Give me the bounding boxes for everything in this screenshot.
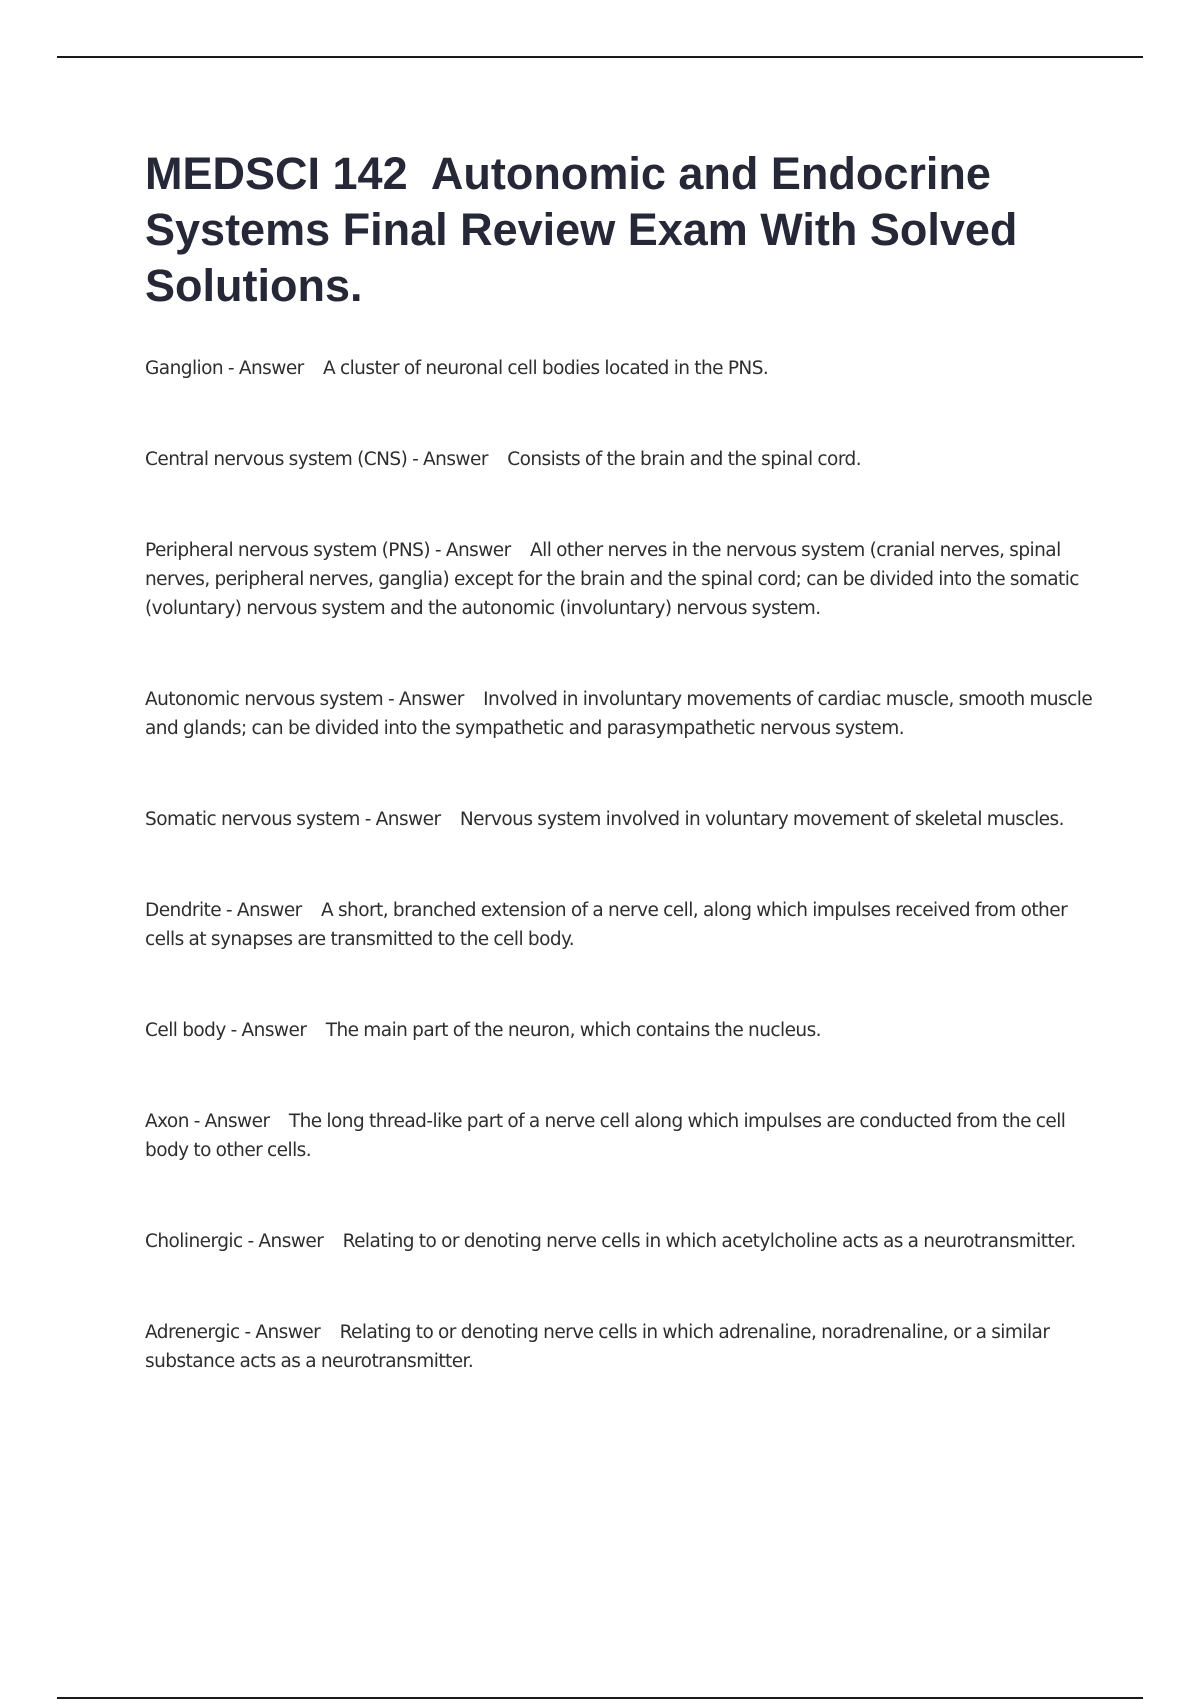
qa-separator: - Answer: [221, 900, 322, 921]
qa-term: Ganglion: [145, 358, 224, 379]
qa-answer: A short, branched extension of a nerve cell, along which impulses received from other cells at synapses are transmitted to the cell body.: [145, 900, 1068, 950]
qa-answer: Relating to or denoting nerve cells in which acetylcholine acts as a neurotransmitter.: [342, 1231, 1076, 1252]
document-body: [145, 146, 1095, 1376]
qa-answer: Nervous system involved in voluntary movement of skeletal muscles.: [459, 809, 1064, 830]
qa-item: [145, 1016, 1095, 1045]
qa-item: [145, 1107, 1095, 1165]
qa-item: [145, 896, 1095, 954]
qa-term: Autonomic nervous system: [145, 689, 384, 710]
qa-item: [145, 1227, 1095, 1256]
qa-term: Cell body: [145, 1020, 226, 1041]
qa-separator: - Answer: [242, 1231, 343, 1252]
qa-item: [145, 1318, 1095, 1376]
qa-term: Central nervous system (CNS): [145, 449, 408, 470]
qa-separator: - Answer: [225, 1020, 326, 1041]
bottom-divider: [57, 1697, 1143, 1699]
qa-answer: The long thread-like part of a nerve cell along which impulses are conducted from the cell body to other cells.: [145, 1111, 1066, 1161]
qa-answer: Consists of the brain and the spinal cord.: [507, 449, 862, 470]
qa-item: [145, 445, 1095, 474]
qa-list: [145, 354, 1095, 1376]
qa-answer: Relating to or denoting nerve cells in which adrenaline, noradrenaline, or a similar substance acts as a neurotransmitter.: [145, 1322, 1050, 1372]
qa-answer: Involved in involuntary movements of cardiac muscle, smooth muscle and glands; can be divided into the sympathetic and parasympathetic nervous system.: [145, 689, 1093, 739]
qa-separator: - Answer: [359, 809, 460, 830]
qa-term: Somatic nervous system: [145, 809, 360, 830]
qa-separator: - Answer: [383, 689, 484, 710]
qa-answer: The main part of the neuron, which contains the nucleus.: [325, 1020, 822, 1041]
qa-item: [145, 354, 1095, 383]
qa-term: Peripheral nervous system (PNS): [145, 540, 431, 561]
qa-term: Adrenergic: [145, 1322, 240, 1343]
qa-answer: A cluster of neuronal cell bodies located in the PNS.: [323, 358, 769, 379]
qa-item: [145, 805, 1095, 834]
document-title: MEDSCI 142 Autonomic and Endocrine Systems Final Review Exam With Solved Solutions.: [145, 148, 1030, 311]
qa-item: [145, 536, 1095, 623]
qa-term: Axon: [145, 1111, 189, 1132]
top-divider: [57, 56, 1143, 58]
qa-item: [145, 685, 1095, 743]
qa-term: Cholinergic: [145, 1231, 243, 1252]
qa-separator: - Answer: [430, 540, 531, 561]
qa-separator: - Answer: [407, 449, 508, 470]
qa-answer: All other nerves in the nervous system (cranial nerves, spinal nerves, peripheral nerves, ganglia) except for the brain and the spinal cord; can be divided into the somatic (voluntary) nervous system and the autonomic (involuntary) nervous system.: [145, 540, 1079, 619]
qa-term: Dendrite: [145, 900, 222, 921]
qa-separator: - Answer: [188, 1111, 289, 1132]
qa-separator: - Answer: [223, 358, 324, 379]
qa-separator: - Answer: [239, 1322, 340, 1343]
